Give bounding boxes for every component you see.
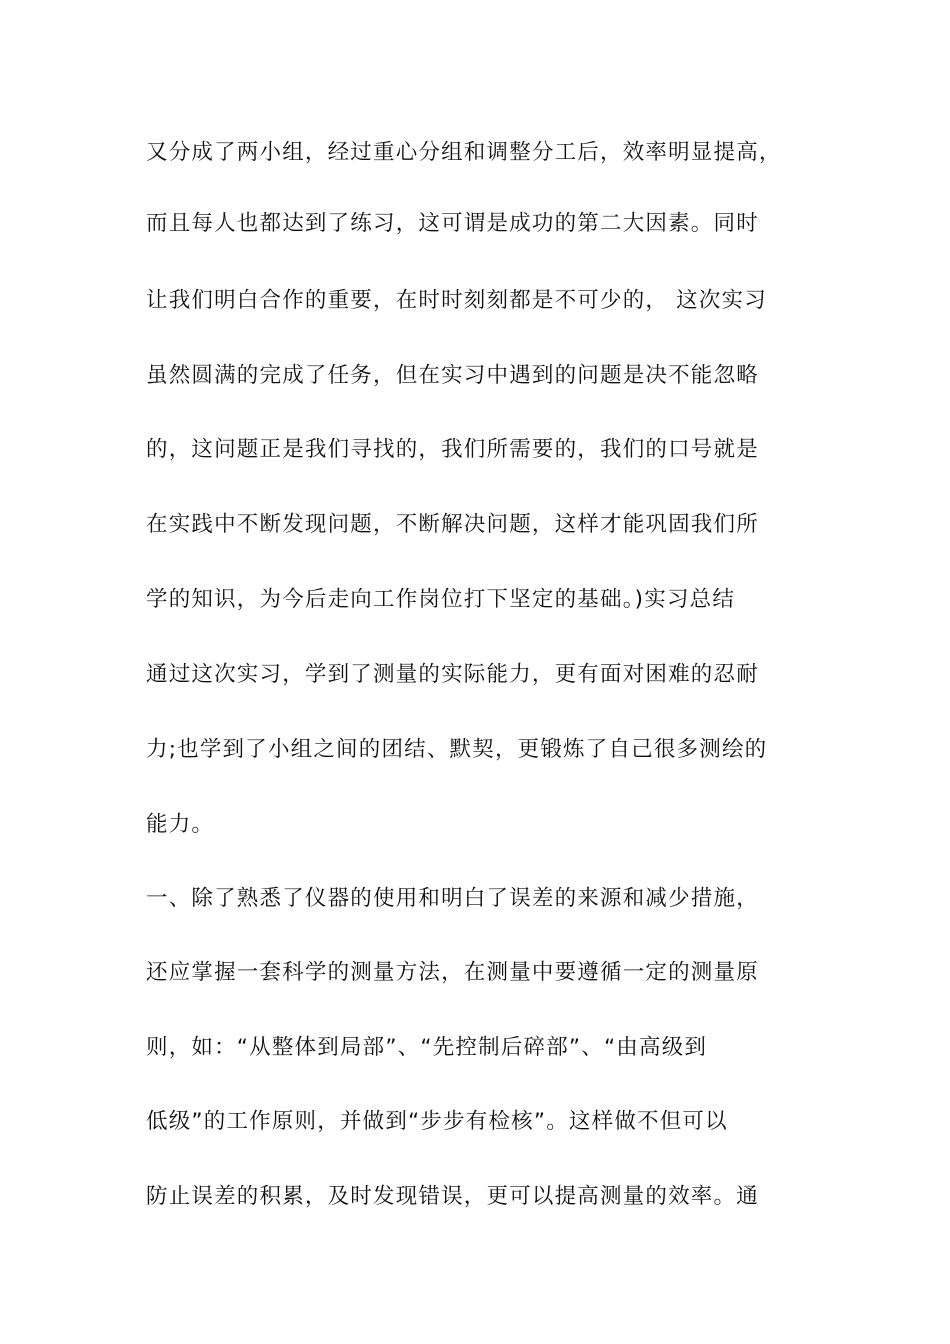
text-line-15: 防止误差的积累，及时发现错误，更可以提高测量的效率。通 [146, 1184, 759, 1209]
text-line-10: 能力。 [146, 812, 215, 837]
text-line-11: 一、除了熟悉了仪器的使用和明白了误差的来源和减少措施， [146, 886, 759, 911]
text-line-14: 低级”的工作原则，并做到“步步有检核”。这样做不但可以 [146, 1109, 728, 1134]
text-line-5: 的，这问题正是我们寻找的，我们所需要的，我们的口号就是 [146, 437, 759, 462]
text-line-4: 虽然圆满的完成了任务，但在实习中遇到的问题是决不能忽略 [146, 363, 759, 388]
text-line-8: 通过这次实习，学到了测量的实际能力，更有面对困难的忍耐 [146, 662, 759, 687]
text-line-6: 在实践中不断发现问题，不断解决问题，这样才能巩固我们所 [146, 512, 759, 537]
text-line-7: 学的知识，为今后走向工作岗位打下坚定的基础。)实习总结 [146, 587, 736, 612]
text-line-9: 力;也学到了小组之间的团结、默契，更锻炼了自己很多测绘的 [146, 737, 768, 762]
text-line-3: 让我们明白合作的重要，在时时刻刻都是不可少的， 这次实习 [146, 288, 767, 313]
text-line-1: 又分成了两小组，经过重心分组和调整分工后，效率明显提高， [146, 140, 782, 165]
text-line-12: 还应掌握一套科学的测量方法，在测量中要遵循一定的测量原 [146, 960, 759, 985]
text-line-2: 而且每人也都达到了练习，这可谓是成功的第二大因素。同时 [146, 211, 759, 236]
text-line-13: 则，如：“从整体到局部”、“先控制后碎部”、“由高级到 [146, 1035, 708, 1060]
